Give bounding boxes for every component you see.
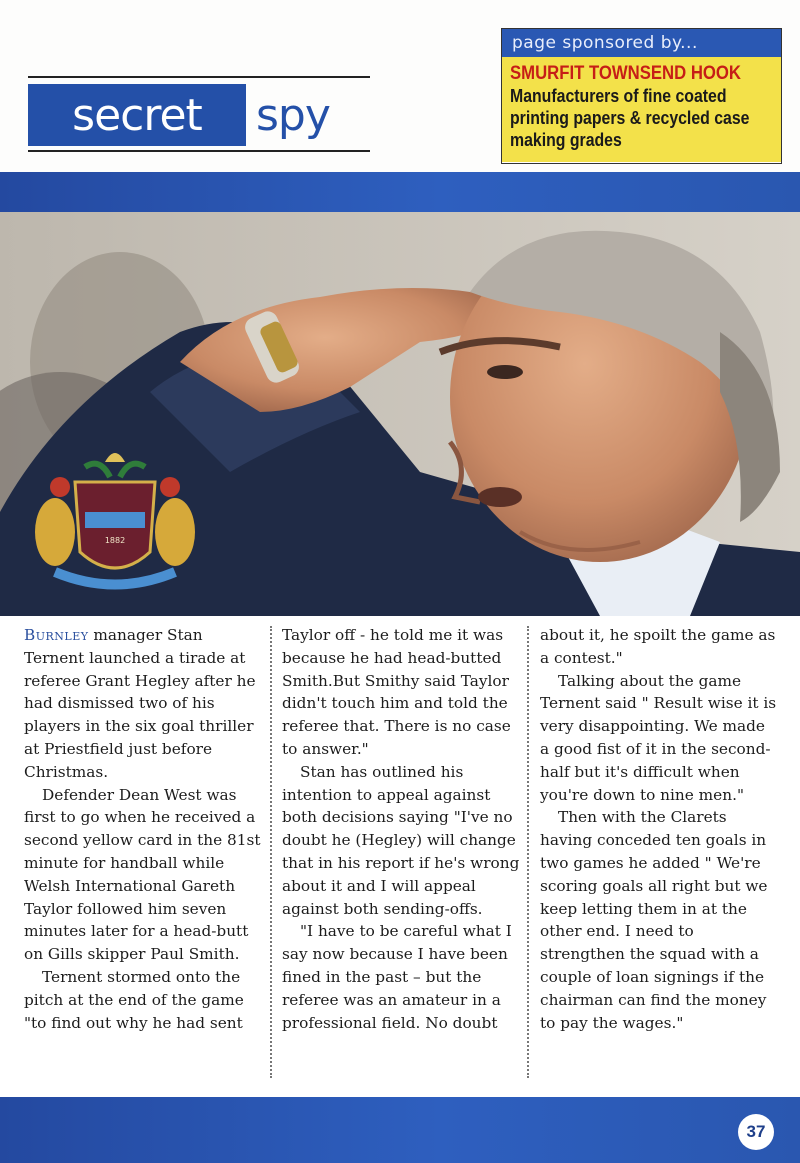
paragraph: Then with the Clarets having conceded ten goals in two games he added " We're scoring goals all right but we keep letting them in at the other end. I need to strengthen the squad with a couple of loan signings if the chairman can find the money to pay the wages." [540,808,768,1032]
logo-word-secret: secret [28,84,246,146]
paragraph: Stan has outlined his intention to appeal against both decisions saying "I've no doubt he (Hegley) will change that in his report if he's wrong about it and I will appeal against both sending-offs. [282,762,520,918]
paragraph: "I have to be careful what I say now because I have been fined in the past – but the referee was an amateur in a professional field. No doubt [282,922,512,1032]
header-rule-bottom [28,150,370,152]
header-rule-top [28,76,370,78]
article-column-2 [282,624,522,1034]
sponsor-name: SMURFIT TOWNSEND HOOK [510,63,741,84]
article-body [0,624,800,1094]
section-logo [28,84,370,146]
sponsor-heading: page sponsored by... [502,29,781,57]
paragraph-text: manager Stan Ternent launched a tirade at referee Grant Hegley after he had dismissed two of his players in the six goal thriller at Priestfield just before Christmas. [24,626,256,781]
page-number: 37 [738,1114,774,1150]
page-header [0,0,800,172]
photo-illustration [0,212,800,616]
manager-photo [0,212,800,616]
column-divider [527,626,529,1078]
paragraph: Talking about the game Ternent said " Result wise it is very disappointing. We made a good fist of it in the second-half but it's difficult when you're down to nine men." [540,671,777,804]
sponsor-description: Manufacturers of fine coated printing papers & recycled case making grades [510,86,750,150]
sponsor-box [501,28,782,164]
top-blue-band [0,172,800,212]
paragraph: Ternent stormed onto the pitch at the end of the game "to find out why he had sent [24,967,244,1032]
bottom-blue-band [0,1097,800,1163]
lead-word: Burnley [24,626,89,644]
sponsor-body [502,57,781,162]
paragraph: about it, he spoilt the game as a contest." [540,626,776,667]
paragraph [24,624,264,784]
paragraph: Taylor off - he told me it was because he had head-butted Smith.But Smithy said Taylor didn't touch him and told the referee that. There is no case to answer." [282,626,511,758]
article-column-1 [24,624,264,1034]
logo-word-spy: spy [256,89,330,141]
column-divider [270,626,272,1078]
crest-year: 1882 [104,536,126,545]
paragraph: Defender Dean West was first to go when he received a second yellow card in the 81st minute for handball while Welsh International Gareth Taylor followed him seven minutes later for a head-butt on Gills skipper Paul Smith. [24,785,261,964]
article-column-3 [540,624,778,1034]
